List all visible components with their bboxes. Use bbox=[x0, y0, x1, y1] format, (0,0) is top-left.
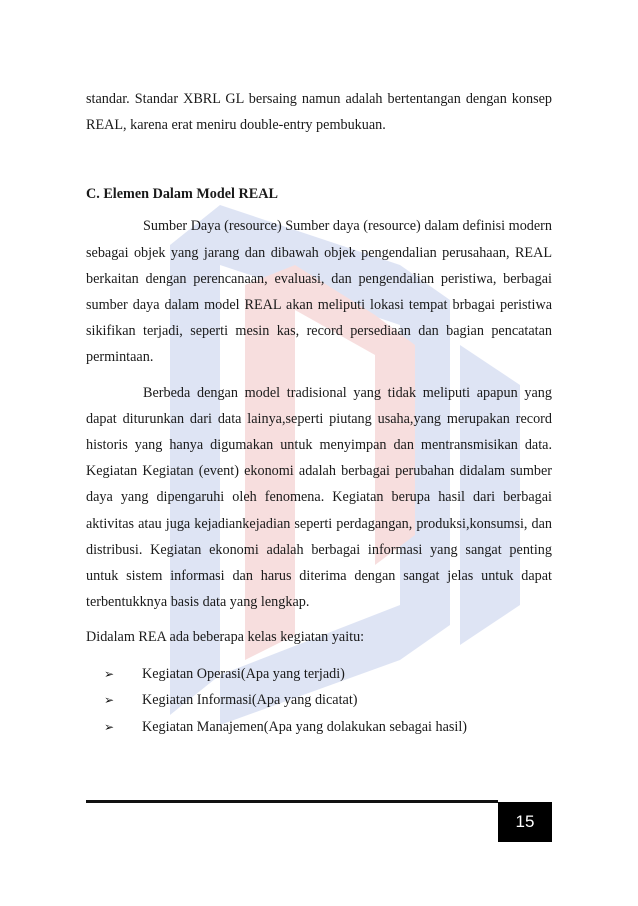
list-item-label: Kegiatan Informasi(Apa yang dicatat) bbox=[142, 692, 358, 709]
paragraph-resource: Sumber Daya (resource) Sumber daya (resource) dalam definisi modern sebagai objek yang jarang dan dibawah objek pengendalian perusahaan, REAL berkaitan dengan perencanaan, evaluasi, dan pengendalian peristiwa, berbagai sumber daya dalam model REAL akan meliputi lokasi tempat brbagai peristiwa sikifikan terjadi, seperti mesin kas, record persediaan dan bagian pencatatan permintaan. bbox=[86, 218, 552, 366]
list-item bbox=[86, 661, 552, 688]
paragraph-intro: standar. Standar XBRL GL bersaing namun adalah bertentangan dengan konsep REAL, karena erat meniru double-entry pembukuan. bbox=[86, 91, 552, 134]
page-number: 15 bbox=[515, 812, 535, 831]
page-body bbox=[86, 86, 552, 740]
paragraph-list-intro: Didalam REA ada beberapa kelas kegiatan yaitu: bbox=[86, 629, 365, 646]
list-item-label: Kegiatan Manajemen(Apa yang dolakukan sebagai hasil) bbox=[142, 718, 468, 735]
list-item bbox=[86, 714, 552, 741]
activity-class-list bbox=[86, 661, 552, 741]
arrow-bullet-icon: ➢ bbox=[104, 666, 115, 681]
paragraph-event: Berbeda dengan model tradisional yang tidak meliputi apapun yang dapat diturunkan dari data lainya,seperti piutang usaha,yang merupakan record historis yang hanya digumakan untuk menyimpan dan mentransmisikan data. Kegiatan Kegiatan (event) ekonomi adalah berbagai perubahan didalam sumber daya yang dipengaruhi oleh fenomena. Kegiatan berupa hasil dari berbagai aktivitas atau juga kejadiankejadian seperti perdagangan, produksi,konsumsi, dan distribusi. Kegiatan ekonomi adalah berbagai informasi yang sangat penting untuk sistem informasi dan harus diterima dengan sangat jelas untuk dapat terbentukknya basis data yang lengkap. bbox=[86, 384, 552, 611]
arrow-bullet-icon: ➢ bbox=[104, 693, 115, 708]
page-number-box bbox=[498, 802, 552, 842]
section-heading: C. Elemen Dalam Model REAL bbox=[86, 186, 278, 203]
list-item bbox=[86, 687, 552, 714]
footer-rule bbox=[86, 800, 498, 803]
list-item-label: Kegiatan Operasi(Apa yang terjadi) bbox=[142, 665, 345, 682]
arrow-bullet-icon: ➢ bbox=[104, 719, 115, 734]
